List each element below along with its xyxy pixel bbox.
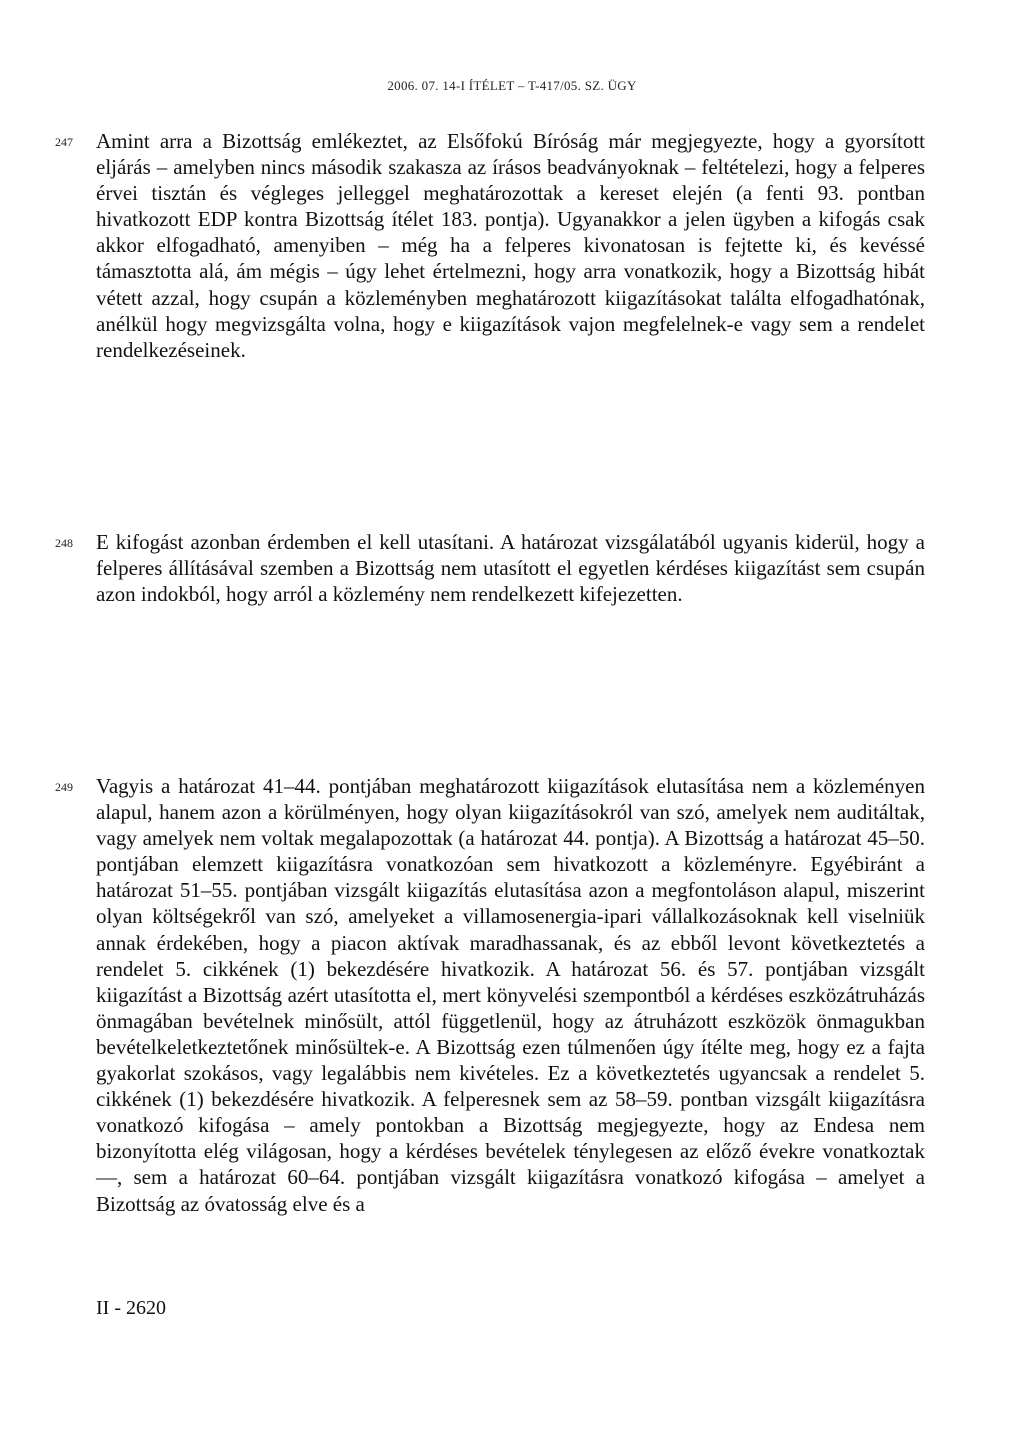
paragraph-247: Amint arra a Bizottság emlékeztet, az Elsőfokú Bíróság már megjegyezte, hogy a gyorsított eljárás – amelyben nincs második szakasza az írásos beadványoknak – feltételezi, hogy a felperes érvei tisztán és végleges jelleggel meghatározottak a kereset elején (a fenti 93. pontban hivatkozott EDP kontra Bizottság ítélet 183. pontja). Ugyanakkor a jelen ügyben a kifogás csak akkor elfogadható, amenyiben – még ha a felperes kivonatosan is fejtette ki, és kevéssé támasztotta alá, ám mégis – úgy lehet értelmezni, hogy arra vonatkozik, hogy a Bizottság hibát vétett azzal, hogy csupán a közleményben meghatározott kiigazításokat találta elfogadhatónak, anélkül hogy megvizsgálta volna, hogy e kiigazítások vajon megfelelnek-e vagy sem a rendelet rendelkezéseinek.: [96, 129, 925, 362]
paragraph-number: 249: [55, 780, 73, 794]
paragraph-number: 247: [55, 135, 73, 149]
running-header: 2006. 07. 14-I ÍTÉLET – T-417/05. SZ. ÜGY: [387, 78, 637, 93]
paragraph-248: E kifogást azonban érdemben el kell utasítani. A határozat vizsgálatából ugyanis kiderül, hogy a felperes állításával szemben a Bizottság nem utasított el egyetlen kérdéses kiigazítást sem csupán azon indokból, hogy arról a közlemény nem rendelkezett kifejezetten.: [96, 530, 925, 607]
paragraph-number: 248: [55, 536, 73, 550]
paragraph-249: Vagyis a határozat 41–44. pontjában meghatározott kiigazítások elutasítása nem a közleményen alapul, hanem azon a körülményen, hogy olyan kiigazításokról van szó, amelyek nem auditáltak, vagy amelyek nem voltak megalapozottak (a határozat 44. pontja). A Bizottság a határozat 45–50. pontjában elemzett kiigazításra vonatkozóan sem hivatkozott a közleményre. Egyébiránt a határozat 51–55. pontjában vizsgált kiigazítás elutasítása azon a megfontoláson alapul, miszerint olyan költségekről van szó, amelyeket a villamosenergia-ipari vállalkozásoknak kell viselniük annak érdekében, hogy a piacon aktívak maradhassanak, és az ebből levont következtetés a rendelet 5. cikkének (1) bekezdésére hivatkozik. A határozat 56. és 57. pontjában vizsgált kiigazítást a Bizottság azért utasította el, mert könyvelési szempontból a kérdéses eszközátruházás önmagában bevételnek minősült, attól függetlenül, hogy az átruházott eszközök önmagukban bevételkeletkeztetőnek minősültek-e. A Bizottság ezen túlmenően úgy ítélte meg, hogy ez a fajta gyakorlat szokásos, vagy legalábbis nem kivételes. Ez a következtetés ugyancsak a rendelet 5. cikkének (1) bekezdésére hivatkozik. A felperesnek sem az 58–59. pontban vizsgált kiigazításra vonatkozó kifogása – amely pontokban a Bizottság megjegyezte, hogy az Endesa nem bizonyította elég világosan, hogy a kérdéses bevételek ténylegesen az előző évekre vonatkoztak —, sem a határozat 60–64. pontjában vizsgált kiigazításra vonatkozó kifogása – amelyet a Bizottság az óvatosság elve és a: [96, 774, 925, 1216]
page-number: II - 2620: [96, 1297, 166, 1319]
